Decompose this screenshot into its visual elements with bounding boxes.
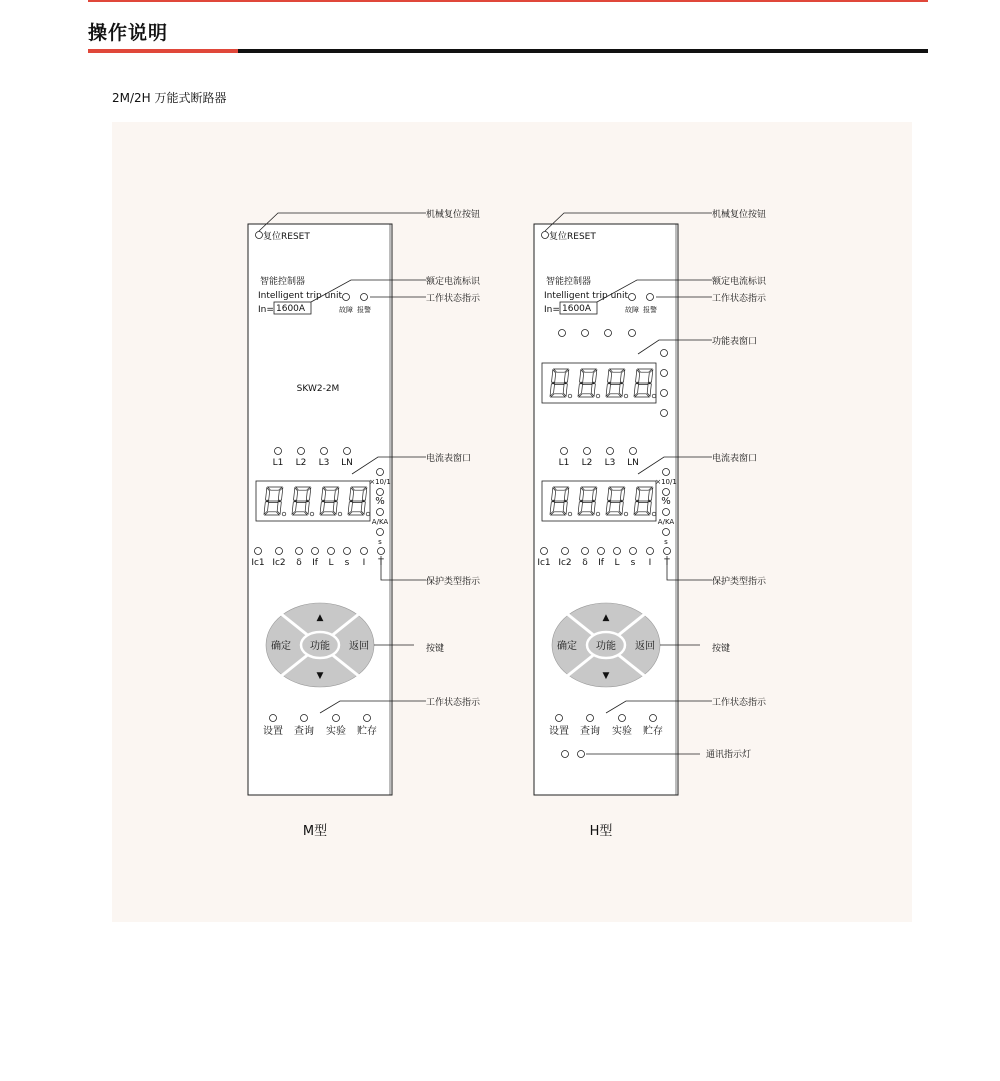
phase-label: L1 [558,458,570,468]
phase-label: L2 [295,458,307,468]
reset-label: 复位RESET [263,232,310,242]
fault-indicator [629,294,636,301]
status-indicator [364,715,371,722]
back-key: 返回 [349,641,369,652]
decimal-point [624,512,628,516]
decimal-point [568,394,572,398]
confirm-key: 确定 [271,641,291,652]
decimal-point [282,512,286,516]
unit-label: A/KA [371,518,389,526]
status-label: 实验 [612,726,632,737]
phase-indicator [275,448,282,455]
status-indicator [587,715,594,722]
callout-work-status: 工作状态指示 [712,294,767,304]
unit-label: % [661,496,671,507]
confirm-key: 确定 [557,641,577,652]
protection-indicator [630,548,637,555]
protection-label: Ic1 [251,558,265,568]
status-indicator [270,715,277,722]
status-indicator [619,715,626,722]
fault-label: 故障 [339,306,353,314]
phase-label: LN [341,458,353,468]
protection-indicator [614,548,621,555]
status-label: 设置 [263,726,283,737]
model-name: SKW2-2M [296,384,340,394]
phase-indicator [321,448,328,455]
status-indicator [650,715,657,722]
phase-label: L3 [318,458,330,468]
protection-label: I [648,558,652,568]
phase-indicator [344,448,351,455]
protection-label: If [598,558,604,568]
protection-label: T [378,558,384,568]
unit-indicator [377,529,384,536]
up-key: ▲ [316,613,324,623]
panel-caption: M型 [302,824,328,839]
power-indicator [629,330,636,337]
decimal-point [310,512,314,516]
comm-indicator [578,751,585,758]
protection-indicator [312,548,319,555]
rated-current-value: 1600A [562,304,592,314]
callout-rated-current: 额定电流标识 [712,277,767,287]
power-indicator [559,330,566,337]
status-indicator [301,715,308,722]
controller-en-label: Intelligent trip unit [544,291,629,301]
protection-indicator [361,548,368,555]
phase-label: L1 [272,458,284,468]
protection-label: I [362,558,366,568]
page-title: 操作说明 [88,22,169,44]
protection-indicator [562,548,569,555]
unit-indicator [377,469,384,476]
protection-label: T [664,558,670,568]
callout-reset-button: 机械复位按钮 [426,210,481,220]
status-indicator [333,715,340,722]
callout-protection-type: 保护类型指示 [426,577,481,587]
protection-label: s [344,558,350,568]
phase-indicator [584,448,591,455]
unit-indicator [663,469,670,476]
function-key-label: 功能 [310,641,330,652]
decimal-point [596,512,600,516]
phase-label: LN [627,458,639,468]
callout-work-status: 工作状态指示 [426,294,481,304]
comm-indicator [562,751,569,758]
callout-current-window: 电流表窗口 [426,454,472,464]
protection-indicator [255,548,262,555]
unit-label: ×10/1 [369,478,391,486]
controller-en-label: Intelligent trip unit [258,291,343,301]
protection-indicator [296,548,303,555]
protection-label: δ [582,558,588,568]
unit-label: s [378,538,382,546]
rated-current-value: 1600A [276,304,306,314]
protection-label: s [630,558,636,568]
unit-indicator [663,509,670,516]
protection-label: Ic2 [558,558,572,568]
decimal-point [568,512,572,516]
callout-keys: 按键 [712,644,731,654]
alarm-indicator [647,294,654,301]
callout-comm-indicator: 通讯指示灯 [706,750,752,760]
protection-indicator [378,548,385,555]
unit-indicator [663,529,670,536]
in-prefix: In= [258,305,274,315]
protection-indicator [664,548,671,555]
power-unit-indicator [661,410,668,417]
power-indicator [582,330,589,337]
protection-indicator [328,548,335,555]
power-unit-indicator [661,350,668,357]
callout-keys: 按键 [426,644,445,654]
status-label: 贮存 [643,726,663,737]
protection-indicator [344,548,351,555]
back-key: 返回 [635,641,655,652]
power-indicator [605,330,612,337]
protection-label: L [328,558,334,568]
status-indicator [556,715,563,722]
phase-indicator [607,448,614,455]
function-key-label: 功能 [596,641,616,652]
power-unit-indicator [661,370,668,377]
decimal-point [596,394,600,398]
protection-indicator [647,548,654,555]
decimal-point [624,394,628,398]
controller-cn-label: 智能控制器 [260,277,306,287]
power-unit-indicator [661,390,668,397]
decimal-point [652,512,656,516]
reset-button [542,232,549,239]
unit-label: s [664,538,668,546]
fault-indicator [343,294,350,301]
protection-label: L [614,558,620,568]
status-label: 贮存 [357,726,377,737]
unit-label: % [375,496,385,507]
status-label: 设置 [549,726,569,737]
unit-indicator [663,489,670,496]
callout-work-status-2: 工作状态指示 [426,698,481,708]
controller-cn-label: 智能控制器 [546,277,592,287]
phase-label: L2 [581,458,593,468]
status-label: 查询 [580,726,600,737]
status-label: 查询 [294,726,314,737]
protection-indicator [582,548,589,555]
alarm-label: 报警 [643,306,657,314]
callout-reset-button: 机械复位按钮 [712,210,767,220]
unit-indicator [377,489,384,496]
protection-label: Ic1 [537,558,551,568]
protection-label: δ [296,558,302,568]
callout-work-status-2: 工作状态指示 [712,698,767,708]
reset-button [256,232,263,239]
unit-indicator [377,509,384,516]
callout-rated-current: 额定电流标识 [426,277,481,287]
phase-indicator [630,448,637,455]
callout-protection-type: 保护类型指示 [712,577,767,587]
reset-label: 复位RESET [549,232,596,242]
phase-label: L3 [604,458,616,468]
down-key: ▼ [316,671,324,681]
callout-current-window: 电流表窗口 [712,454,758,464]
decimal-point [338,512,342,516]
page-subtitle: 2M/2H 万能式断路器 [112,91,227,105]
callout-power-window: 功能表窗口 [712,337,758,347]
decimal-point [366,512,370,516]
protection-indicator [598,548,605,555]
down-key: ▼ [602,671,610,681]
unit-label: A/KA [657,518,675,526]
up-key: ▲ [602,613,610,623]
fault-label: 故障 [625,306,639,314]
in-prefix: In= [544,305,560,315]
decimal-point [652,394,656,398]
status-label: 实验 [326,726,346,737]
alarm-indicator [361,294,368,301]
phase-indicator [561,448,568,455]
phase-indicator [298,448,305,455]
protection-label: Ic2 [272,558,286,568]
alarm-label: 报警 [357,306,371,314]
panel-caption: H型 [589,824,613,839]
unit-label: ×10/1 [655,478,677,486]
protection-label: If [312,558,318,568]
protection-indicator [276,548,283,555]
protection-indicator [541,548,548,555]
